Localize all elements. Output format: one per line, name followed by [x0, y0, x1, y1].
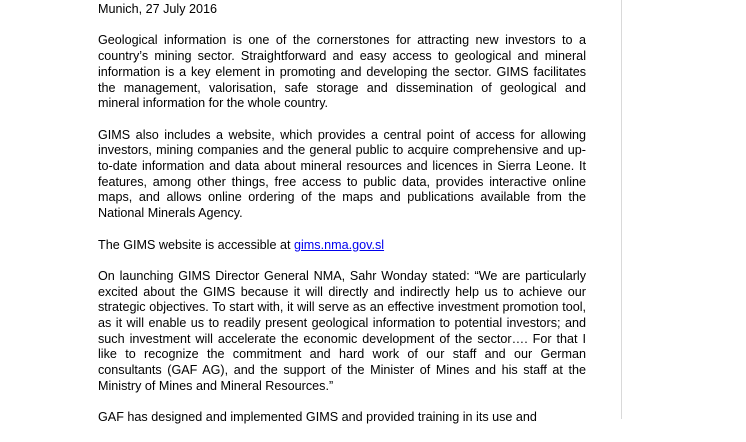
website-prefix-text: The GIMS website is accessible at: [98, 237, 294, 252]
dateline: Munich, 27 July 2016: [98, 2, 218, 16]
paragraph-gims-intro: Geological information is one of the cornerstones for attracting new investors to a country’s mining sector. Straightforward and easy access to geological and mineral information is a key element in promoting and developing the sector. GIMS facilitates the management, valorisation, safe storage and dissemination of geological and mineral information for the whole country.: [98, 33, 586, 111]
document-body: [98, 2, 586, 442]
paragraph-director-quote: On launching GIMS Director General NMA, Sahr Wonday stated: “We are particularly excited about the GIMS because it will directly and indirectly help us to achieve our strategic objectives. To start with, it will serve as an effective investment promotion tool, as it will enable us to readily present geological information to potential investors; and such investment will accelerate the economic development of the sector…. For that I like to recognize the commitment and hard work of our staff and our German consultants (GAF AG), and the support of the Minister of Mines and his staff at the Ministry of Mines and Mineral Resources.”: [98, 268, 586, 393]
paragraph-gims-website: GIMS also includes a website, which provides a central point of access for allowing investors, mining companies and the general public to acquire comprehensive and up-to-date information and data about mineral resources and licences in Sierra Leone. It features, among other things, free access to public data, provides interactive online maps, and allows online ordering of the maps and publications available from the National Minerals Agency.: [98, 127, 586, 221]
sidebar-divider: [621, 0, 622, 419]
paragraph-gaf-design: GAF has designed and implemented GIMS and provided training in its use and: [98, 410, 537, 425]
paragraph-website-access: [98, 238, 586, 254]
gims-website-link[interactable]: gims.nma.gov.sl: [293, 237, 385, 252]
